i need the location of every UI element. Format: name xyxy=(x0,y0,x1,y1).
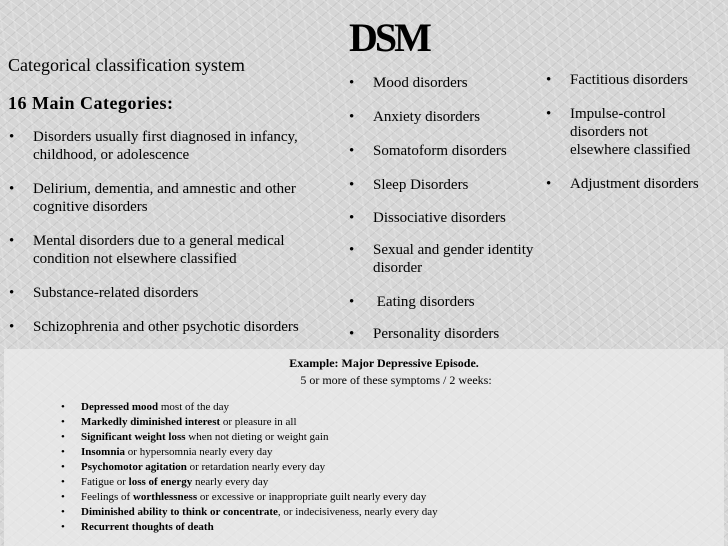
symptom-detail: , or indecisiveness, nearly every day xyxy=(277,506,438,518)
symptom-item xyxy=(59,400,438,415)
category-item: • Sexual and gender identity disorder xyxy=(348,241,558,277)
category-item: • Mental disorders due to a general medical condition not elsewhere classified xyxy=(8,232,338,268)
symptom-keyword: Diminished ability to think or concentrate xyxy=(81,506,278,518)
category-item: • Sleep Disorders xyxy=(348,176,558,194)
symptom-keyword: Recurrent thoughts of death xyxy=(81,521,214,533)
category-list-column-2 xyxy=(348,74,558,343)
symptom-item xyxy=(59,520,438,535)
symptom-keyword: Psychomotor agitation xyxy=(81,461,187,473)
symptom-detail: or hypersomnia nearly every day xyxy=(125,446,273,458)
symptom-keyword: loss of energy xyxy=(128,476,193,488)
symptom-keyword: Depressed mood xyxy=(81,401,159,413)
category-item: • Dissociative disorders xyxy=(348,209,558,227)
symptom-item xyxy=(59,415,438,430)
symptom-prefix: Fatigue or xyxy=(81,476,129,488)
symptom-detail: or excessive or inappropriate guilt nearly every day xyxy=(197,491,427,503)
example-title: Example: Major Depressive Episode. xyxy=(289,356,479,370)
category-item: • Eating disorders xyxy=(348,293,558,311)
category-item: • Impulse-control disorders not elsewhere classified xyxy=(545,105,725,159)
category-item: • Delirium, dementia, and amnestic and other cognitive disorders xyxy=(8,180,338,216)
category-item: • Adjustment disorders xyxy=(545,175,725,193)
category-item: • Somatoform disorders xyxy=(348,142,558,160)
symptom-detail: nearly every day xyxy=(192,476,269,488)
category-item: • Mood disorders xyxy=(348,74,558,92)
symptom-keyword: Insomnia xyxy=(81,446,126,458)
symptom-list xyxy=(59,400,438,535)
category-list-column-3 xyxy=(545,71,725,193)
symptom-keyword: worthlessness xyxy=(132,491,198,503)
category-item: • Anxiety disorders xyxy=(348,108,558,126)
category-item: • Disorders usually first diagnosed in infancy, childhood, or adolescence xyxy=(8,128,338,164)
symptom-item xyxy=(59,505,438,520)
category-item: • Personality disorders xyxy=(348,325,558,343)
symptom-keyword: Significant weight loss xyxy=(81,431,186,443)
symptom-prefix: Feelings of xyxy=(81,491,133,503)
symptom-detail: or pleasure in all xyxy=(220,416,297,428)
symptom-item xyxy=(59,445,438,460)
category-item: • Factitious disorders xyxy=(545,71,725,89)
category-list-column-1 xyxy=(8,128,338,352)
classification-text: Categorical classification system xyxy=(8,55,245,75)
categories-heading: 16 Main Categories: xyxy=(8,93,174,113)
symptom-detail: most of the day xyxy=(158,401,229,413)
slide-title: DSM xyxy=(349,15,429,60)
symptom-keyword: Markedly diminished interest xyxy=(81,416,221,428)
category-item: • Substance-related disorders xyxy=(8,284,338,302)
symptom-item xyxy=(59,460,438,475)
example-subtitle: 5 or more of these symptoms / 2 weeks: xyxy=(300,373,492,387)
symptom-item xyxy=(59,430,438,445)
symptom-detail: when not dieting or weight gain xyxy=(185,431,329,443)
symptom-item xyxy=(59,475,438,490)
example-box xyxy=(4,349,724,546)
symptom-item xyxy=(59,490,438,505)
category-item: • Schizophrenia and other psychotic disorders xyxy=(8,318,338,336)
symptom-detail: or retardation nearly every day xyxy=(186,461,326,473)
